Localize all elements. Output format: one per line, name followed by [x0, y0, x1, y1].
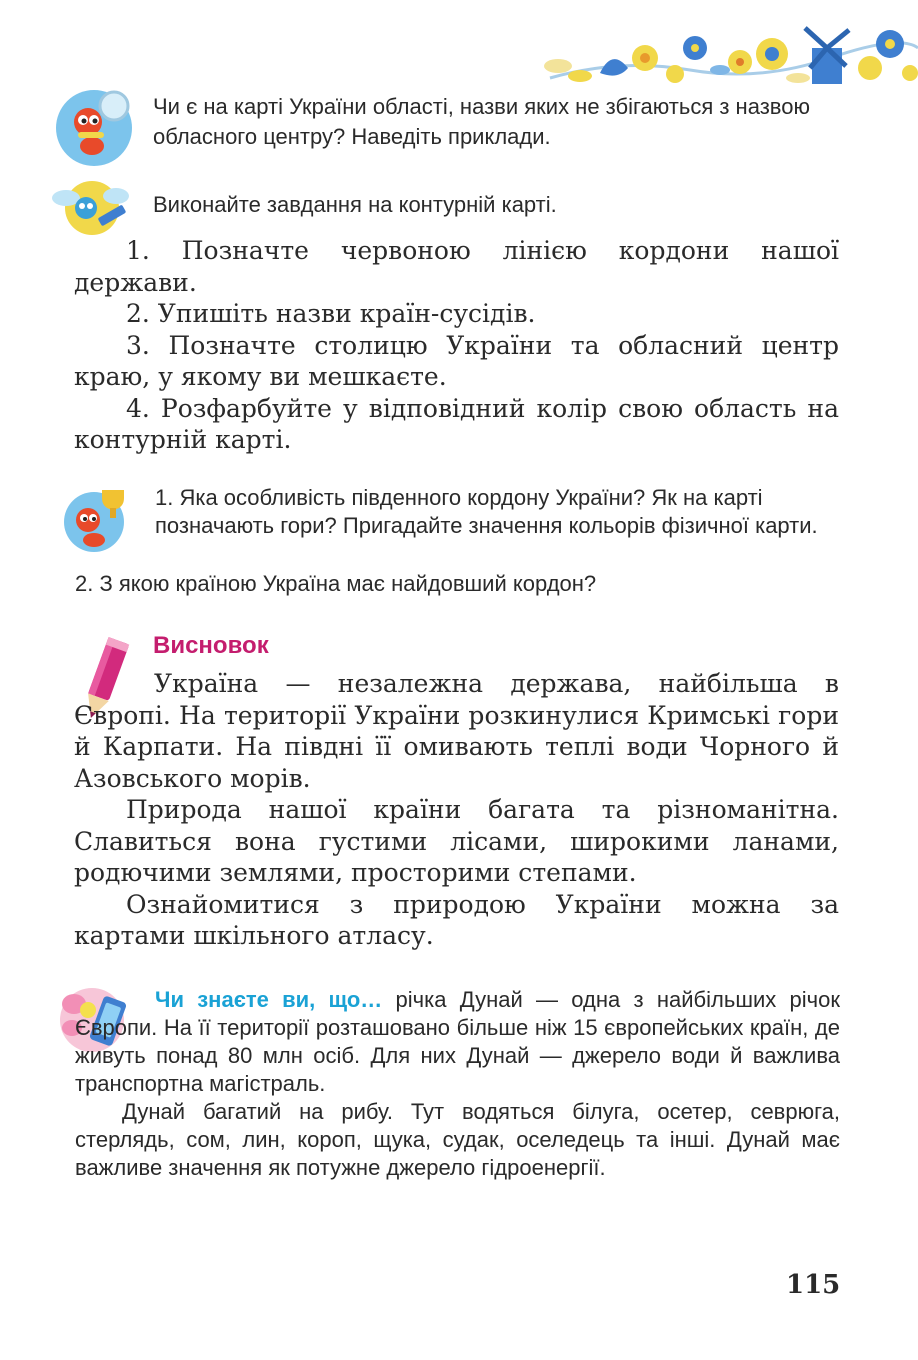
conclusion-paragraph: Україна — незалежна держава, найбільша в Європі. На території України розкинулися Кримські гори й Карпати. На півдні її омивають теплі води Чорного й Азовського морів. — [74, 669, 839, 793]
ant-trophy-icon — [60, 484, 130, 554]
page-number: 115 — [786, 1270, 841, 1300]
ant-magnifier-icon — [54, 88, 134, 168]
question-regions: Чи є на карті України області, назви яких не збігаються з назвою обласного центру? Наведіть приклади. — [153, 94, 810, 149]
conclusion-text — [74, 668, 839, 952]
did-you-know-block — [75, 986, 840, 1182]
question-longest-border: 2. З якою країною Україна має найдовший кордон? — [75, 571, 597, 596]
did-you-know-paragraph-2: Дунай багатий на рибу. Тут водяться білуга, осетер, севрюга, стерлядь, сом, лин, короп, щука, судак, оселедець та інші. Дунай має важливе значення як потужне джерело гідроенергії. — [75, 1099, 840, 1180]
conclusion-paragraph: Природа нашої країни багата та різноманітна. Славиться вона густими лісами, широкими ланами, родючими землями, просторими степами. — [74, 795, 839, 887]
conclusion-paragraph: Ознайомитися з природою України можна за картами шкільного атласу. — [74, 889, 839, 950]
task-item: 4. Розфарбуйте у відповідний колір свою область на контурній карті. — [74, 393, 839, 454]
contour-map-tasks — [74, 235, 839, 456]
task-item: 3. Позначте столицю України та обласний центр краю, у якому ви мешкаєте. — [74, 330, 839, 391]
did-you-know-text: річка Дунай — одна з найбільших річок Європи. На її території розташовано більше ніж 15 європейських країн, де живуть понад 80 млн осіб. Для них Дунай — джерело води й важлива транспортна магістраль. — [75, 987, 840, 1096]
did-you-know-title: Чи знаєте ви, що… — [155, 987, 383, 1012]
conclusion-title: Висновок — [153, 632, 269, 659]
bee-pencil-icon — [50, 178, 134, 240]
task-item: 2. Упишіть назви країн-сусідів. — [126, 299, 536, 328]
did-you-know-paragraph — [75, 986, 840, 1098]
question-southern-border: 1. Яка особливість південного кордону України? Як на карті позначають гори? Пригадайте значення кольорів фізичної карти. — [155, 485, 818, 538]
ornament-flowers — [540, 18, 918, 88]
task-heading: Виконайте завдання на контурній карті. — [153, 192, 557, 217]
task-item: 1. Позначте червоною лінією кордони нашої держави. — [74, 236, 839, 297]
